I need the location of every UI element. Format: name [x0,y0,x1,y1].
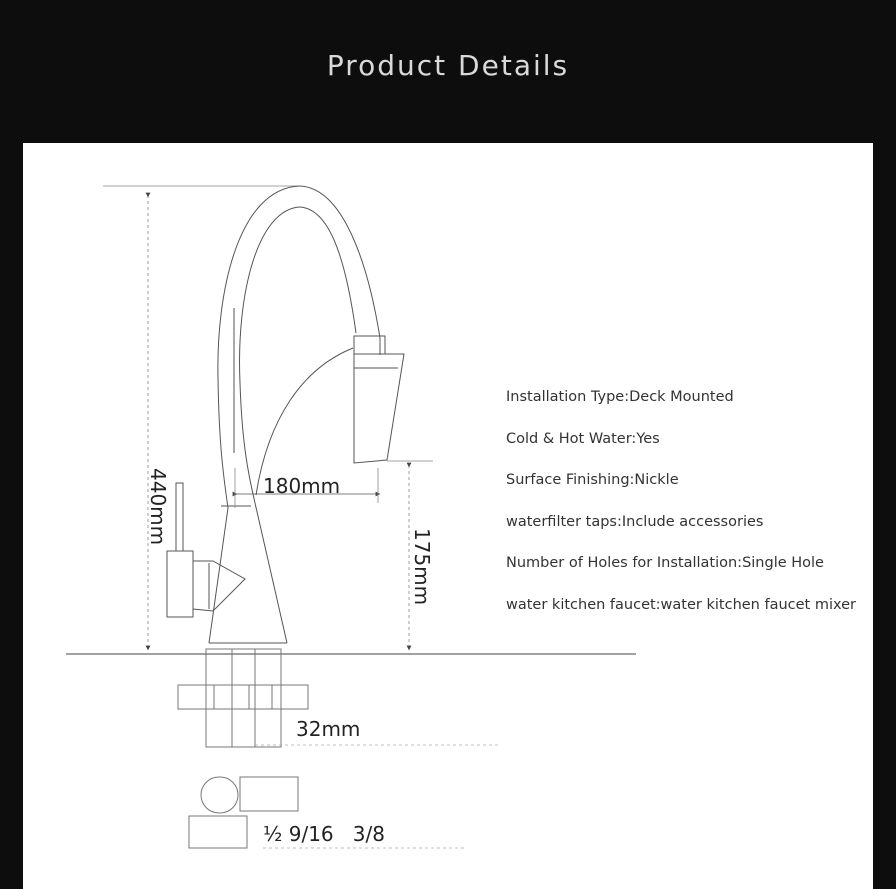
diagram-panel [23,143,873,889]
spec-item-number-of-holes: Number of Holes for Installation:Single Hole [506,555,824,571]
mounting-hardware [178,649,308,848]
faucet-outline [167,186,404,643]
spout-height-label: 175mm [410,528,434,606]
spec-item-surface-finishing: Surface Finishing:Nickle [506,472,679,488]
spec-list [506,385,872,634]
spec-item-cold-hot-water: Cold & Hot Water:Yes [506,430,660,447]
spec-item-installation-type: Installation Type:Deck Mounted [506,389,734,405]
page-title: Product Details [326,48,570,82]
height-label: 440mm [146,468,170,546]
hole-size-label: 32mm [296,717,361,741]
fittings-label: ½ 9/16 3/8 [263,822,385,846]
spec-item-faucet-type: water kitchen faucet:water kitchen faucet mixer [506,596,857,613]
reach-label: 180mm [263,474,341,498]
spec-item-waterfilter-taps: waterfilter taps:Include accessories [506,513,764,530]
